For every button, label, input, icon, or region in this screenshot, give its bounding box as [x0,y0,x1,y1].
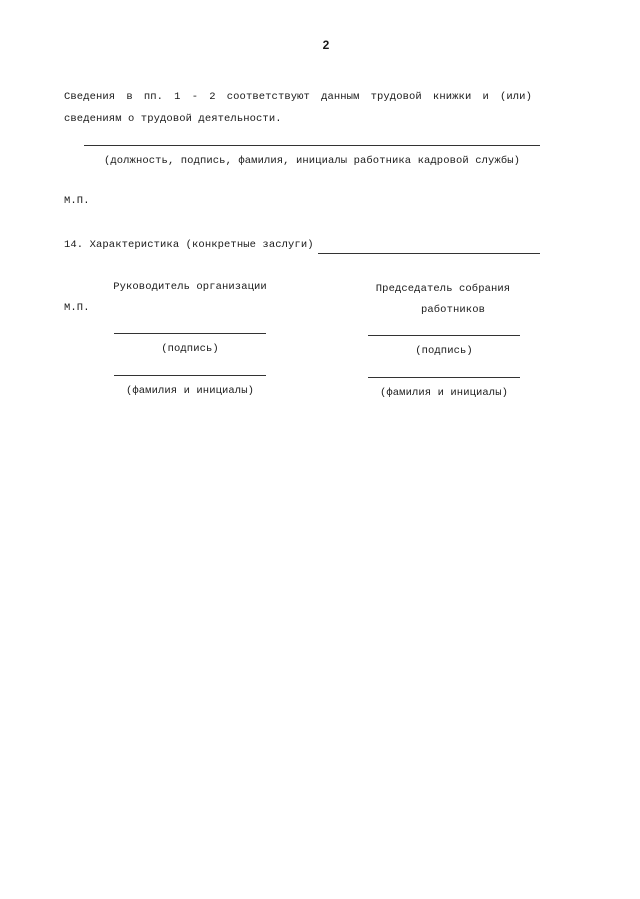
right-signature-caption: (подпись) [415,345,473,357]
left-name-caption: (фамилия и инициалы) [125,385,255,397]
right-block-title-line-1: Председатель собрания [375,283,511,295]
right-name-line [368,377,520,378]
characteristic-label: 14. Характеристика (конкретные заслуги) [64,239,314,251]
statement-line-2: сведениям о трудовой деятельности. [64,113,282,125]
right-block-title-line-2: работников [420,304,485,316]
right-signature-line [368,335,520,336]
characteristic-line [318,253,540,254]
left-signature-caption: (подпись) [161,343,219,355]
stamp-label-bottom: М.П. [64,302,90,314]
left-block-title: Руководитель организации [113,281,267,293]
statement-line-1: Сведения в пп. 1 - 2 соответствуют данным трудовой книжки и (или) [64,91,532,103]
left-name-line [114,375,266,376]
left-signature-line [114,333,266,334]
stamp-label-top: М.П. [64,195,90,207]
hr-signature-caption: (должность, подпись, фамилия, инициалы работника кадровой службы) [103,155,521,167]
page-number: 2 [322,38,330,52]
hr-signature-line [84,145,540,146]
right-name-caption: (фамилия и инициалы) [379,387,509,399]
